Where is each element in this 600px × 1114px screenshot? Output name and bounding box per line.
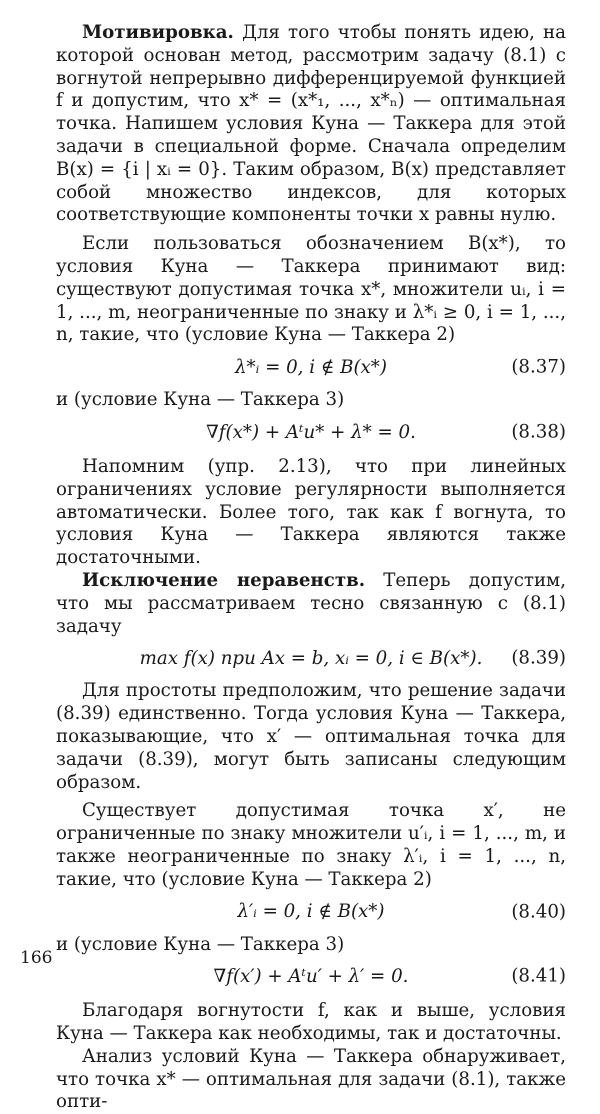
paragraph-regularity: Напомним (упр. 2.13), что при линейных ограничениях условие регулярности выполняется автоматически. Более того, так как f вогнута, то условия Куна — Таккера являются также достаточными.: [56, 455, 566, 569]
equation-8-40: [56, 896, 566, 930]
text-elimination: Теперь допустим, что мы рассматриваем тесно связанную с (8.1) задачу: [56, 569, 566, 637]
equation-expr: max f(x) при Ax = b, xᵢ = 0, i ∈ B(x*).: [139, 647, 483, 669]
equation-8-41: [56, 960, 566, 994]
heading-elimination: Исключение неравенств.: [82, 569, 366, 591]
equation-expr: ∇f(x′) + Aᵗu′ + λ′ = 0.: [213, 965, 409, 987]
equation-number: (8.40): [511, 901, 566, 923]
paragraph-motivation: [56, 22, 566, 227]
heading-motivation: Мотивировка.: [82, 22, 234, 43]
equation-expr: λ*ᵢ = 0, i ∉ B(x*): [235, 356, 387, 378]
page-number: 166: [20, 948, 53, 968]
paragraph-uniqueness: Для простоты предположим, что решение задачи (8.39) единственно. Тогда условия Куна — Таккера, показывающие, что x′ — оптимальная точка для задачи (8.39), могут быть записаны следующим образом.: [56, 680, 566, 793]
equation-8-39: [56, 642, 566, 676]
equation-8-38: [56, 416, 566, 450]
book-page: [56, 22, 566, 1114]
text-motivation: Для того чтобы понять идею, на которой основан метод, рассмотрим задачу (8.1) с вогнутой непрерывно дифференцируемой функцией f и допустим, что x* = (x*₁, ..., x*ₙ) — оптимальная точка. Напишем условия Куна — Таккера для этой задачи в специальной форме. Сначала определим B(x) = {i | xᵢ = 0}. Таким образом, B(x) представляет собой множество индексов, для которых соответствующие компоненты точки x равны нулю.: [56, 22, 566, 226]
paragraph-kt-conditions: Если пользоваться обозначением B(x*), то условия Куна — Таккера принимают вид: существуют допустимая точка x*, множители uᵢ, i = 1, ..., m, неограниченные по знаку и λ*ᵢ ≥ 0, i = 1, ..., n, такие, что (условие Куна — Таккера 2): [56, 233, 566, 346]
paragraph-feasible-point: Существует допустимая точка x′, не ограниченные по знаку множители u′ᵢ, i = 1, ..., m, и также неограниченные по знаку λ′ᵢ, i = 1, ..., n, такие, что (условие Куна — Таккера 2): [56, 800, 566, 890]
paragraph-kt3-intro: и (условие Куна — Таккера 3): [56, 389, 345, 411]
equation-number: (8.39): [511, 647, 566, 669]
paragraph-elimination: [56, 570, 566, 638]
paragraph-kt3-intro-2: и (условие Куна — Таккера 3): [56, 933, 345, 955]
paragraph-concavity: Благодаря вогнутости f, как и выше, условия Куна — Таккера как необходимы, так и достаточны.: [56, 1000, 566, 1045]
equation-number: (8.41): [511, 965, 566, 987]
equation-8-37: [56, 351, 566, 385]
equation-expr: ∇f(x*) + Aᵗu* + λ* = 0.: [206, 421, 416, 443]
paragraph-analysis: Анализ условий Куна — Таккера обнаруживает, что точка x* — оптимальная для задачи (8.1), также опти-: [56, 1045, 566, 1113]
equation-number: (8.38): [511, 421, 566, 443]
equation-expr: λ′ᵢ = 0, i ∉ B(x*): [237, 901, 385, 923]
equation-number: (8.37): [511, 356, 566, 378]
